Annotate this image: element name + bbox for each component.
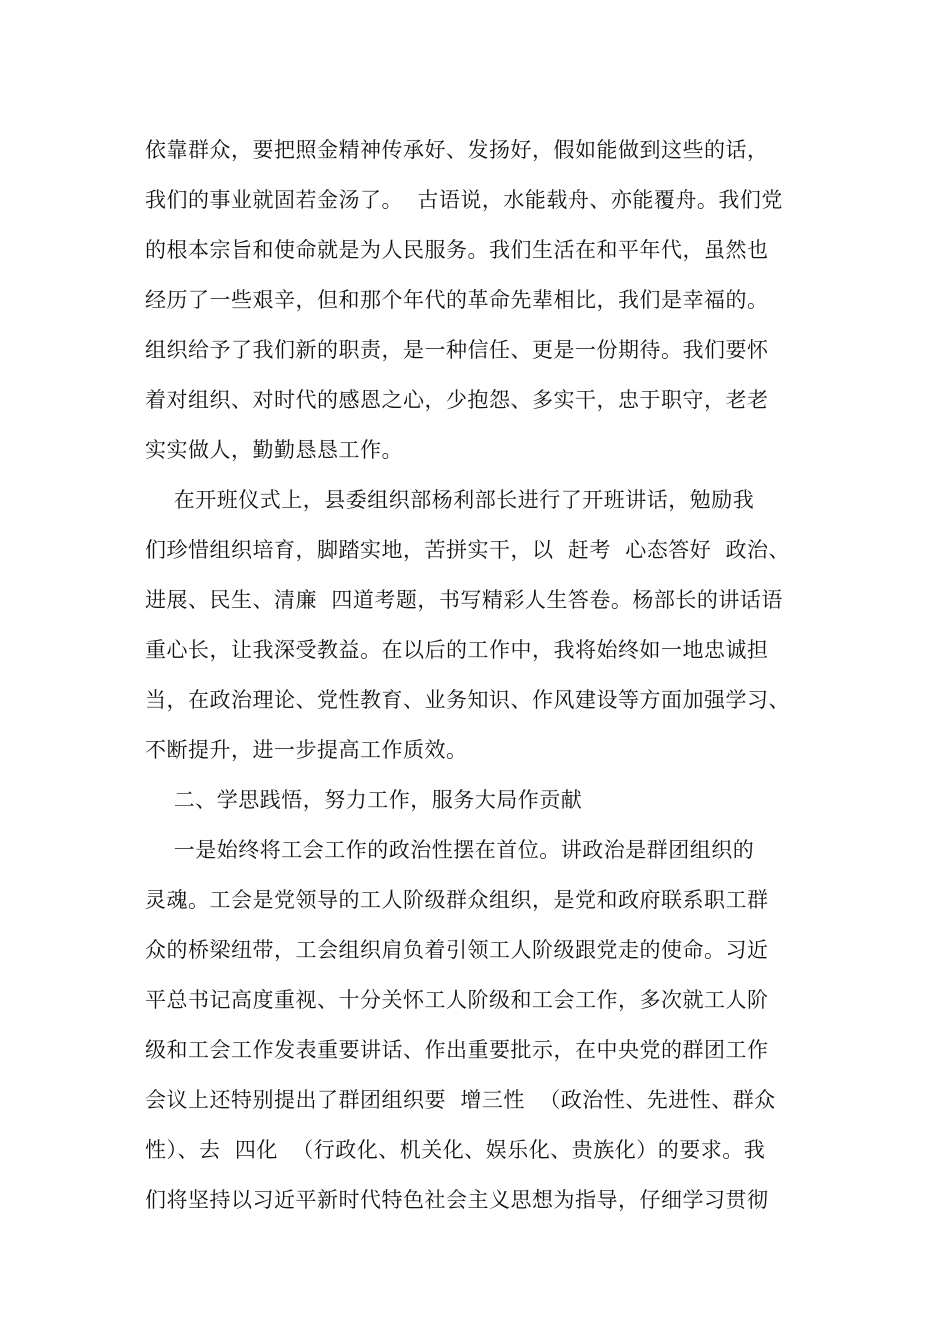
text-line: 重心长，让我深受教益。在以后的工作中，我将始终如一地忠诚担 [145, 638, 769, 662]
text-line: 依靠群众，要把照金精神传承好、发扬好，假如能做到这些的话， [145, 138, 769, 162]
text-line: 我们的事业就固若金汤了。 古语说，水能载舟、亦能覆舟。我们党 [145, 188, 783, 212]
text-line: 实实做人，勤勤恳恳工作。 [145, 438, 403, 462]
text-line: 们珍惜组织培育，脚踏实地，苦拼实干，以 赶考 心态答好 政治、 [145, 538, 791, 562]
text-line: 灵魂。工会是党领导的工人阶级群众组织，是党和政府联系职工群 [145, 888, 769, 912]
text-line: 组织给予了我们新的职责，是一种信任、更是一份期待。我们要怀 [145, 338, 769, 362]
text-line: 着对组织、对时代的感恩之心，少抱怨、多实干，忠于职守，老老 [145, 388, 769, 412]
text-line: 们将坚持以习近平新时代特色社会主义思想为指导，仔细学习贯彻 [145, 1188, 769, 1212]
text-line: 进展、民生、清廉 四道考题，书写精彩人生答卷。杨部长的讲话语 [145, 588, 783, 612]
text-line: 一是始终将工会工作的政治性摆在首位。讲政治是群团组织的 [145, 838, 755, 862]
text-line: 平总书记高度重视、十分关怀工人阶级和工会工作，多次就工人阶 [145, 988, 769, 1012]
text-line: 不断提升，进一步提高工作质效。 [145, 738, 468, 762]
text-line: 会议上还特别提出了群团组织要 增三性 （政治性、先进性、群众 [145, 1088, 776, 1112]
section-heading: 二、学思践悟，努力工作，服务大局作贡献 [145, 788, 583, 812]
text-line: 当，在政治理论、党性教育、业务知识、作风建设等方面加强学习、 [145, 688, 790, 712]
text-line: 性）、去 四化 （行政化、机关化、娱乐化、贵族化）的要求。我 [145, 1138, 766, 1162]
text-line: 经历了一些艰辛，但和那个年代的革命先辈相比，我们是幸福的。 [145, 288, 769, 312]
text-line: 级和工会工作发表重要讲话、作出重要批示，在中央党的群团工作 [145, 1038, 769, 1062]
text-line: 众的桥梁纽带，工会组织肩负着引领工人阶级跟党走的使命。习近 [145, 938, 769, 962]
text-line: 在开班仪式上，县委组织部杨利部长进行了开班讲话，勉励我 [145, 488, 755, 512]
text-line: 的根本宗旨和使命就是为人民服务。我们生活在和平年代，虽然也 [145, 238, 769, 262]
